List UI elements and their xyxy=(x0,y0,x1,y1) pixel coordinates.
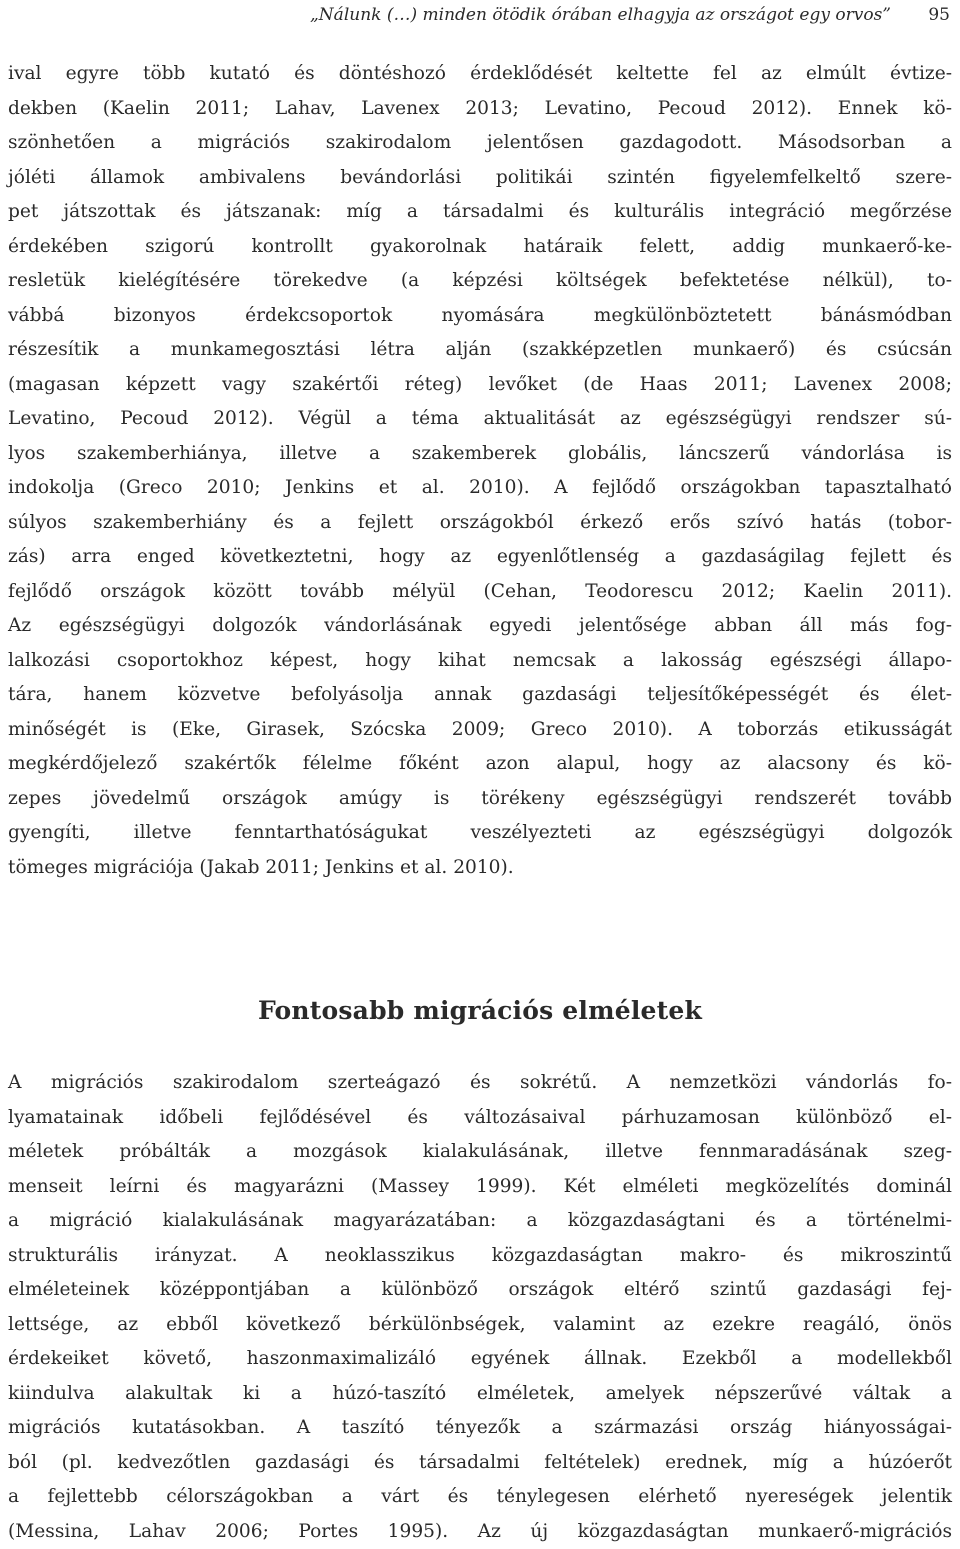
text-line: súlyos szakemberhiány és a fejlett országokból érkező erős szívó hatás (tobor- xyxy=(8,511,952,533)
text-line: fejlődő országok között tovább mélyül (Cehan, Teodorescu 2012; Kaelin 2011). xyxy=(8,580,952,602)
text-line: dekben (Kaelin 2011; Lahav, Lavenex 2013; Levatino, Pecoud 2012). Ennek kö- xyxy=(8,97,952,119)
body-paragraph-2 xyxy=(8,1066,952,1549)
text-line: érdekében szigorú kontrollt gyakorolnak határaik felett, addig munkaerő-ke- xyxy=(8,235,952,257)
text-line: A migrációs szakirodalom szerteágazó és sokrétű. A nemzetközi vándorlás fo- xyxy=(8,1072,952,1093)
text-line: gyengíti, illetve fenntarthatóságukat veszélyezteti az egészségügyi dolgozók xyxy=(8,822,952,843)
text-line: migrációs kutatásokban. A taszító tényezők a származási ország hiányosságai- xyxy=(8,1417,952,1438)
text-line: lyos szakemberhiánya, illetve a szakemberek globális, láncszerű vándorlása is xyxy=(8,442,952,464)
text-line: méletek próbálták a mozgások kialakulásának, illetve fennmaradásának szeg- xyxy=(8,1141,952,1162)
text-line: (magasan képzett vagy szakértői réteg) levőket (de Haas 2011; Lavenex 2008; xyxy=(8,373,952,395)
page-number: 95 xyxy=(928,5,950,25)
text-line: pet játszottak és játszanak: míg a társadalmi és kulturális integráció megőrzése xyxy=(8,201,952,222)
text-line: indokolja (Greco 2010; Jenkins et al. 2010). A fejlődő országokban tapasztalható xyxy=(8,477,952,498)
text-line: strukturális irányzat. A neoklasszikus közgazdaságtan makro- és mikroszintű xyxy=(8,1244,952,1266)
text-line: tömeges migrációja (Jakab 2011; Jenkins et al. 2010). xyxy=(8,856,514,878)
text-line: ival egyre több kutató és döntéshozó érdeklődését keltette fel az elmúlt évtize- xyxy=(8,63,952,84)
text-line: kiindulva alakultak ki a húzó-taszító elméletek, amelyek népszerűvé váltak a xyxy=(8,1382,952,1404)
text-line: resletük kielégítésére törekedve (a képzési költségek befektetése nélkül), to- xyxy=(8,270,952,291)
text-line: minőségét is (Eke, Girasek, Szócska 2009; Greco 2010). A toborzás etikusságát xyxy=(8,718,952,740)
text-line: tára, hanem közvetve befolyásolja annak gazdasági teljesítőképességét és élet- xyxy=(8,684,952,705)
text-line: lettsége, az ebből következő bérkülönbségek, valamint az ezekre reagáló, önös xyxy=(8,1313,952,1335)
text-line: lyamatainak időbeli fejlődésével és változásaival párhuzamosan különböző el- xyxy=(8,1106,952,1128)
text-line: érdekeiket követő, haszonmaximalizáló egyének állnak. Ezekből a modellekből xyxy=(8,1348,952,1369)
text-line: részesítik a munkamegosztási létra alján (szakképzetlen munkaerő) és csúcsán xyxy=(8,339,952,360)
text-line: a migráció kialakulásának magyarázatában: a közgazdaságtani és a történelmi- xyxy=(8,1210,952,1231)
text-line: (Messina, Lahav 2006; Portes 1995). Az új közgazdaságtan munkaerő-migrációs xyxy=(8,1520,952,1542)
text-line: jóléti államok ambivalens bevándorlási politikái szintén figyelemfelkeltő szere- xyxy=(8,166,952,188)
text-line: szönhetően a migrációs szakirodalom jelentősen gazdagodott. Másodsorban a xyxy=(8,132,952,153)
text-line: menseit leírni és magyarázni (Massey 1999). Két elméleti megközelítés dominál xyxy=(8,1175,952,1197)
running-head xyxy=(310,4,950,26)
text-line: zás) arra enged következtetni, hogy az egyenlőtlenség a gazdaságilag fejlett és xyxy=(8,546,952,567)
text-line: Levatino, Pecoud 2012). Végül a téma aktualitását az egészségügyi rendszer sú- xyxy=(8,408,952,429)
text-line: elméleteinek középpontjában a különböző országok eltérő szintű gazdasági fej- xyxy=(8,1279,952,1300)
body-paragraph-1 xyxy=(8,57,952,885)
text-line: Az egészségügyi dolgozók vándorlásának egyedi jelentősége abban áll más fog- xyxy=(8,615,952,636)
text-line: zepes jövedelmű országok amúgy is törékeny egészségügyi rendszerét tovább xyxy=(8,787,952,809)
text-line: ból (pl. kedvezőtlen gazdasági és társadalmi feltételek) erednek, míg a húzóerőt xyxy=(8,1451,952,1473)
text-line: megkérdőjelező szakértők félelme főként azon alapul, hogy az alacsony és kö- xyxy=(8,753,952,774)
text-line: a fejlettebb célországokban a várt és ténylegesen elérhető nyereségek jelentik xyxy=(8,1486,952,1507)
running-title: „Nálunk (…) minden ötödik órában elhagyja az országot egy orvos” xyxy=(310,5,891,25)
text-line: lalkozási csoportokhoz képest, hogy kihat nemcsak a lakosság egészségi állapo- xyxy=(8,649,952,671)
section-heading: Fontosabb migrációs elméletek xyxy=(257,996,703,1025)
text-line: vábbá bizonyos érdekcsoportok nyomására megkülönböztetett bánásmódban xyxy=(8,304,952,326)
